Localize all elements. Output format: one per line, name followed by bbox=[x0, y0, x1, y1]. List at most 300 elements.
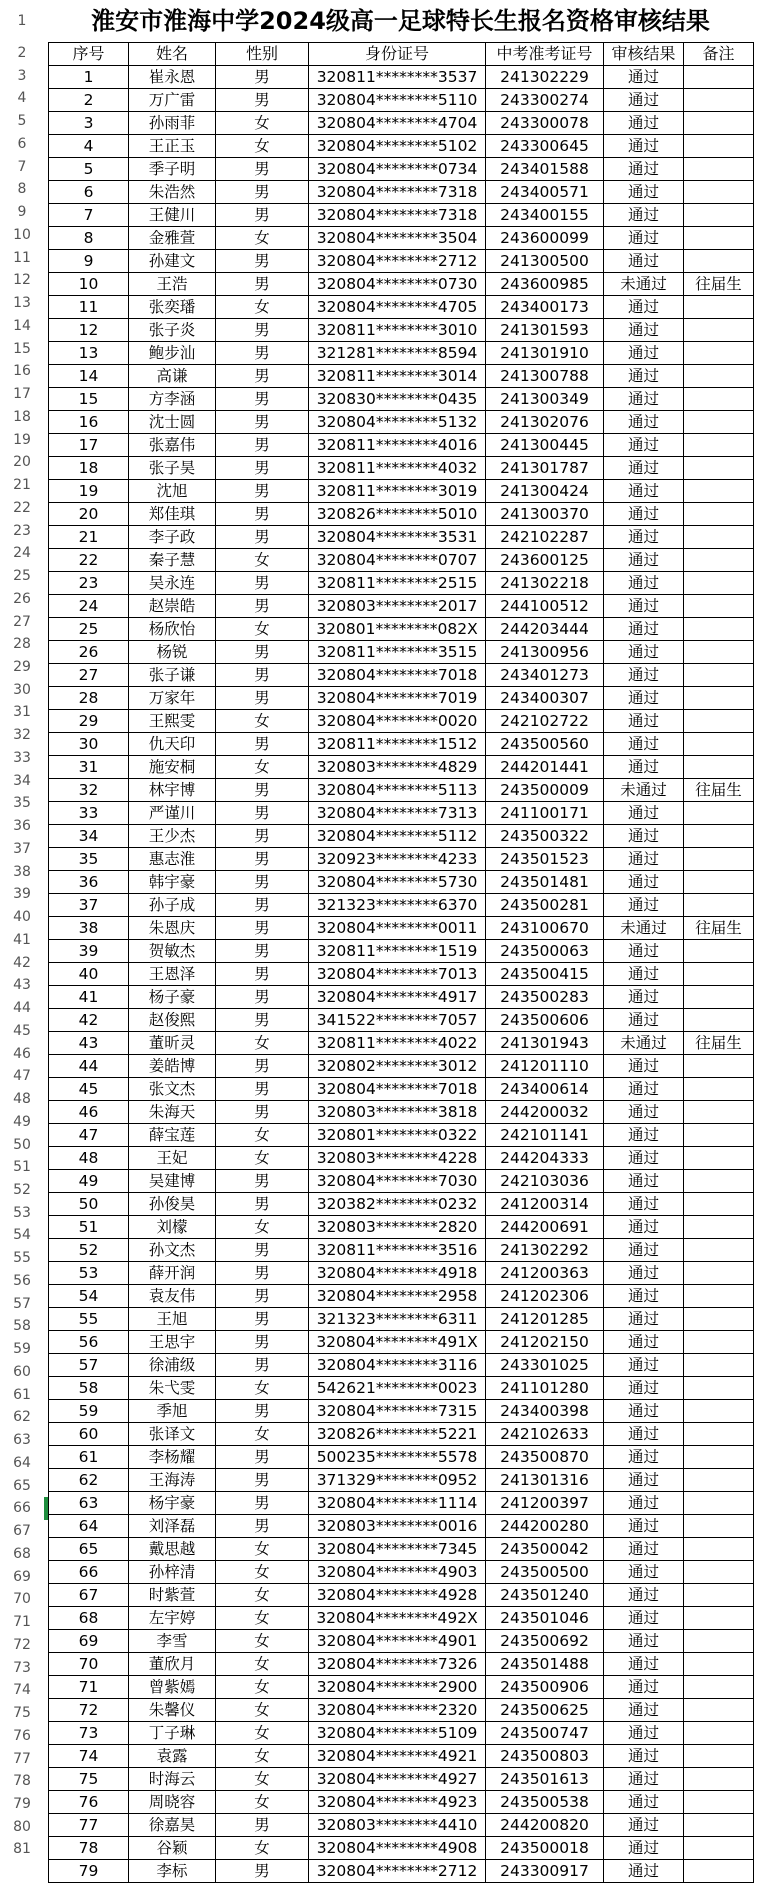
cell-index[interactable]: 38 bbox=[49, 917, 129, 940]
cell-exam-number[interactable]: 243500500 bbox=[486, 1561, 604, 1584]
cell-index[interactable]: 3 bbox=[49, 112, 129, 135]
cell-result[interactable]: 通过 bbox=[604, 342, 684, 365]
cell-remark[interactable] bbox=[684, 1745, 754, 1768]
cell-gender[interactable]: 男 bbox=[216, 894, 309, 917]
cell-gender[interactable]: 男 bbox=[216, 1101, 309, 1124]
cell-index[interactable]: 5 bbox=[49, 158, 129, 181]
cell-exam-number[interactable]: 244200820 bbox=[486, 1814, 604, 1837]
cell-gender[interactable]: 男 bbox=[216, 89, 309, 112]
cell-remark[interactable] bbox=[684, 1446, 754, 1469]
cell-index[interactable]: 46 bbox=[49, 1101, 129, 1124]
cell-result[interactable]: 通过 bbox=[604, 664, 684, 687]
cell-id-number[interactable]: 320811********3010 bbox=[309, 319, 486, 342]
cell-index[interactable]: 42 bbox=[49, 1009, 129, 1032]
cell-gender[interactable]: 男 bbox=[216, 1308, 309, 1331]
row-number[interactable]: 47 bbox=[13, 1068, 31, 1085]
cell-exam-number[interactable]: 241202150 bbox=[486, 1331, 604, 1354]
cell-id-number[interactable]: 320802********3012 bbox=[309, 1055, 486, 1078]
cell-exam-number[interactable]: 243500625 bbox=[486, 1699, 604, 1722]
cell-index[interactable]: 34 bbox=[49, 825, 129, 848]
row-number[interactable]: 14 bbox=[13, 317, 31, 334]
row-number[interactable]: 12 bbox=[13, 272, 31, 289]
cell-result[interactable]: 通过 bbox=[604, 227, 684, 250]
cell-exam-number[interactable]: 243400307 bbox=[486, 687, 604, 710]
cell-name[interactable]: 崔永恩 bbox=[129, 66, 216, 89]
cell-index[interactable]: 18 bbox=[49, 457, 129, 480]
row-number[interactable]: 67 bbox=[13, 1523, 31, 1540]
cell-remark[interactable] bbox=[684, 1561, 754, 1584]
cell-id-number[interactable]: 320803********0016 bbox=[309, 1515, 486, 1538]
cell-gender[interactable]: 男 bbox=[216, 1170, 309, 1193]
cell-index[interactable]: 1 bbox=[49, 66, 129, 89]
cell-exam-number[interactable]: 243300274 bbox=[486, 89, 604, 112]
cell-name[interactable]: 李标 bbox=[129, 1860, 216, 1883]
cell-remark[interactable] bbox=[684, 1101, 754, 1124]
row-number[interactable]: 72 bbox=[13, 1636, 31, 1653]
cell-gender[interactable]: 女 bbox=[216, 618, 309, 641]
cell-gender[interactable]: 女 bbox=[216, 756, 309, 779]
row-number[interactable]: 49 bbox=[13, 1113, 31, 1130]
row-number[interactable]: 56 bbox=[13, 1272, 31, 1289]
cell-gender[interactable]: 男 bbox=[216, 319, 309, 342]
cell-exam-number[interactable]: 241200314 bbox=[486, 1193, 604, 1216]
cell-index[interactable]: 13 bbox=[49, 342, 129, 365]
row-number[interactable]: 81 bbox=[13, 1841, 31, 1858]
row-number[interactable]: 71 bbox=[13, 1614, 31, 1631]
cell-index[interactable]: 77 bbox=[49, 1814, 129, 1837]
cell-name[interactable]: 袁友伟 bbox=[129, 1285, 216, 1308]
cell-name[interactable]: 曾紫嫣 bbox=[129, 1676, 216, 1699]
cell-gender[interactable]: 男 bbox=[216, 1285, 309, 1308]
row-number[interactable]: 17 bbox=[13, 386, 31, 403]
cell-result[interactable]: 通过 bbox=[604, 572, 684, 595]
cell-exam-number[interactable]: 243600985 bbox=[486, 273, 604, 296]
cell-id-number[interactable]: 321323********6311 bbox=[309, 1308, 486, 1331]
cell-exam-number[interactable]: 241300370 bbox=[486, 503, 604, 526]
row-number[interactable]: 15 bbox=[13, 340, 31, 357]
cell-name[interactable]: 王海涛 bbox=[129, 1469, 216, 1492]
cell-name[interactable]: 王恩泽 bbox=[129, 963, 216, 986]
cell-name[interactable]: 姜皓博 bbox=[129, 1055, 216, 1078]
cell-name[interactable]: 王熙雯 bbox=[129, 710, 216, 733]
cell-result[interactable]: 通过 bbox=[604, 595, 684, 618]
row-number[interactable]: 19 bbox=[13, 431, 31, 448]
cell-name[interactable]: 戴思越 bbox=[129, 1538, 216, 1561]
cell-result[interactable]: 通过 bbox=[604, 894, 684, 917]
cell-index[interactable]: 68 bbox=[49, 1607, 129, 1630]
cell-remark[interactable] bbox=[684, 848, 754, 871]
row-number[interactable]: 24 bbox=[13, 545, 31, 562]
cell-remark[interactable] bbox=[684, 756, 754, 779]
cell-gender[interactable]: 男 bbox=[216, 1446, 309, 1469]
cell-gender[interactable]: 男 bbox=[216, 664, 309, 687]
cell-remark[interactable]: 往届生 bbox=[684, 273, 754, 296]
cell-remark[interactable] bbox=[684, 1170, 754, 1193]
cell-id-number[interactable]: 320804********2958 bbox=[309, 1285, 486, 1308]
cell-gender[interactable]: 女 bbox=[216, 1745, 309, 1768]
cell-exam-number[interactable]: 241301787 bbox=[486, 457, 604, 480]
cell-id-number[interactable]: 320804********5110 bbox=[309, 89, 486, 112]
cell-remark[interactable] bbox=[684, 1676, 754, 1699]
cell-index[interactable]: 10 bbox=[49, 273, 129, 296]
cell-id-number[interactable]: 320804********7018 bbox=[309, 1078, 486, 1101]
cell-result[interactable]: 通过 bbox=[604, 940, 684, 963]
row-number[interactable]: 79 bbox=[13, 1795, 31, 1812]
cell-exam-number[interactable]: 243501481 bbox=[486, 871, 604, 894]
cell-result[interactable]: 通过 bbox=[604, 135, 684, 158]
cell-result[interactable]: 通过 bbox=[604, 986, 684, 1009]
cell-exam-number[interactable]: 243500692 bbox=[486, 1630, 604, 1653]
cell-gender[interactable]: 男 bbox=[216, 1354, 309, 1377]
cell-gender[interactable]: 男 bbox=[216, 1262, 309, 1285]
cell-name[interactable]: 吴建博 bbox=[129, 1170, 216, 1193]
cell-remark[interactable] bbox=[684, 1722, 754, 1745]
cell-index[interactable]: 62 bbox=[49, 1469, 129, 1492]
cell-index[interactable]: 35 bbox=[49, 848, 129, 871]
cell-index[interactable]: 28 bbox=[49, 687, 129, 710]
cell-id-number[interactable]: 320804********0020 bbox=[309, 710, 486, 733]
cell-result[interactable]: 通过 bbox=[604, 1009, 684, 1032]
cell-exam-number[interactable]: 241300445 bbox=[486, 434, 604, 457]
cell-result[interactable]: 通过 bbox=[604, 66, 684, 89]
cell-exam-number[interactable]: 243500803 bbox=[486, 1745, 604, 1768]
row-number[interactable]: 18 bbox=[13, 408, 31, 425]
cell-exam-number[interactable]: 243401273 bbox=[486, 664, 604, 687]
cell-index[interactable]: 57 bbox=[49, 1354, 129, 1377]
row-number[interactable]: 16 bbox=[13, 363, 31, 380]
cell-remark[interactable] bbox=[684, 894, 754, 917]
cell-remark[interactable] bbox=[684, 825, 754, 848]
cell-remark[interactable] bbox=[684, 227, 754, 250]
cell-exam-number[interactable]: 243501523 bbox=[486, 848, 604, 871]
cell-name[interactable]: 徐嘉昊 bbox=[129, 1814, 216, 1837]
row-number[interactable]: 65 bbox=[13, 1477, 31, 1494]
row-number[interactable]: 76 bbox=[13, 1727, 31, 1744]
cell-index[interactable]: 51 bbox=[49, 1216, 129, 1239]
cell-exam-number[interactable]: 241300500 bbox=[486, 250, 604, 273]
cell-name[interactable]: 张嘉伟 bbox=[129, 434, 216, 457]
row-number[interactable]: 70 bbox=[13, 1591, 31, 1608]
cell-id-number[interactable]: 320801********082X bbox=[309, 618, 486, 641]
cell-name[interactable]: 朱馨仪 bbox=[129, 1699, 216, 1722]
cell-result[interactable]: 通过 bbox=[604, 963, 684, 986]
cell-name[interactable]: 孙雨菲 bbox=[129, 112, 216, 135]
cell-remark[interactable] bbox=[684, 135, 754, 158]
row-number[interactable]: 42 bbox=[13, 954, 31, 971]
cell-name[interactable]: 刘泽磊 bbox=[129, 1515, 216, 1538]
cell-name[interactable]: 薛宝莲 bbox=[129, 1124, 216, 1147]
cell-remark[interactable] bbox=[684, 618, 754, 641]
cell-exam-number[interactable]: 243100670 bbox=[486, 917, 604, 940]
row-number[interactable]: 77 bbox=[13, 1750, 31, 1767]
cell-index[interactable]: 45 bbox=[49, 1078, 129, 1101]
cell-result[interactable]: 通过 bbox=[604, 434, 684, 457]
row-number[interactable]: 41 bbox=[13, 931, 31, 948]
cell-id-number[interactable]: 320803********2820 bbox=[309, 1216, 486, 1239]
cell-exam-number[interactable]: 244200280 bbox=[486, 1515, 604, 1538]
cell-id-number[interactable]: 320804********5109 bbox=[309, 1722, 486, 1745]
cell-exam-number[interactable]: 243501613 bbox=[486, 1768, 604, 1791]
cell-gender[interactable]: 女 bbox=[216, 1584, 309, 1607]
cell-result[interactable]: 通过 bbox=[604, 1377, 684, 1400]
cell-index[interactable]: 14 bbox=[49, 365, 129, 388]
cell-name[interactable]: 杨欣怡 bbox=[129, 618, 216, 641]
cell-result[interactable]: 通过 bbox=[604, 1239, 684, 1262]
row-number[interactable]: 2 bbox=[17, 45, 27, 61]
cell-gender[interactable]: 男 bbox=[216, 204, 309, 227]
cell-name[interactable]: 孙建文 bbox=[129, 250, 216, 273]
cell-gender[interactable]: 女 bbox=[216, 710, 309, 733]
cell-gender[interactable]: 女 bbox=[216, 1147, 309, 1170]
cell-exam-number[interactable]: 241200363 bbox=[486, 1262, 604, 1285]
cell-remark[interactable] bbox=[684, 1584, 754, 1607]
cell-name[interactable]: 董昕灵 bbox=[129, 1032, 216, 1055]
cell-index[interactable]: 6 bbox=[49, 181, 129, 204]
cell-index[interactable]: 69 bbox=[49, 1630, 129, 1653]
cell-exam-number[interactable]: 241301910 bbox=[486, 342, 604, 365]
cell-index[interactable]: 49 bbox=[49, 1170, 129, 1193]
cell-name[interactable]: 刘檬 bbox=[129, 1216, 216, 1239]
cell-exam-number[interactable]: 243500281 bbox=[486, 894, 604, 917]
cell-gender[interactable]: 男 bbox=[216, 181, 309, 204]
cell-index[interactable]: 59 bbox=[49, 1400, 129, 1423]
cell-exam-number[interactable]: 241300788 bbox=[486, 365, 604, 388]
cell-gender[interactable]: 女 bbox=[216, 296, 309, 319]
cell-name[interactable]: 朱海天 bbox=[129, 1101, 216, 1124]
cell-index[interactable]: 31 bbox=[49, 756, 129, 779]
cell-id-number[interactable]: 320804********5132 bbox=[309, 411, 486, 434]
cell-gender[interactable]: 女 bbox=[216, 1216, 309, 1239]
cell-result[interactable]: 通过 bbox=[604, 756, 684, 779]
cell-id-number[interactable]: 320804********4704 bbox=[309, 112, 486, 135]
cell-id-number[interactable]: 320804********7315 bbox=[309, 1400, 486, 1423]
cell-index[interactable]: 15 bbox=[49, 388, 129, 411]
cell-id-number[interactable]: 320804********0011 bbox=[309, 917, 486, 940]
cell-index[interactable]: 48 bbox=[49, 1147, 129, 1170]
cell-exam-number[interactable]: 241301316 bbox=[486, 1469, 604, 1492]
cell-id-number[interactable]: 320804********491X bbox=[309, 1331, 486, 1354]
cell-remark[interactable] bbox=[684, 871, 754, 894]
cell-name[interactable]: 丁子琳 bbox=[129, 1722, 216, 1745]
cell-result[interactable]: 通过 bbox=[604, 1331, 684, 1354]
row-number[interactable]: 27 bbox=[13, 613, 31, 630]
cell-gender[interactable]: 男 bbox=[216, 940, 309, 963]
cell-remark[interactable] bbox=[684, 181, 754, 204]
cell-id-number[interactable]: 320811********1512 bbox=[309, 733, 486, 756]
cell-remark[interactable] bbox=[684, 1492, 754, 1515]
cell-index[interactable]: 60 bbox=[49, 1423, 129, 1446]
cell-index[interactable]: 61 bbox=[49, 1446, 129, 1469]
row-number[interactable]: 30 bbox=[13, 681, 31, 698]
cell-index[interactable]: 65 bbox=[49, 1538, 129, 1561]
cell-exam-number[interactable]: 244100512 bbox=[486, 595, 604, 618]
cell-remark[interactable] bbox=[684, 940, 754, 963]
cell-gender[interactable]: 男 bbox=[216, 779, 309, 802]
cell-index[interactable]: 52 bbox=[49, 1239, 129, 1262]
cell-remark[interactable] bbox=[684, 112, 754, 135]
cell-name[interactable]: 孙文杰 bbox=[129, 1239, 216, 1262]
cell-name[interactable]: 董欣月 bbox=[129, 1653, 216, 1676]
cell-id-number[interactable]: 320811********4022 bbox=[309, 1032, 486, 1055]
cell-id-number[interactable]: 320803********4228 bbox=[309, 1147, 486, 1170]
cell-remark[interactable] bbox=[684, 250, 754, 273]
cell-result[interactable]: 通过 bbox=[604, 1607, 684, 1630]
header-cell-remark[interactable]: 备注 bbox=[684, 43, 754, 66]
cell-index[interactable]: 37 bbox=[49, 894, 129, 917]
cell-remark[interactable] bbox=[684, 296, 754, 319]
cell-id-number[interactable]: 320804********7318 bbox=[309, 204, 486, 227]
cell-exam-number[interactable]: 243500018 bbox=[486, 1837, 604, 1860]
cell-result[interactable]: 通过 bbox=[604, 618, 684, 641]
row-number[interactable]: 29 bbox=[13, 658, 31, 675]
cell-gender[interactable]: 男 bbox=[216, 848, 309, 871]
cell-index[interactable]: 47 bbox=[49, 1124, 129, 1147]
row-number[interactable]: 4 bbox=[17, 90, 27, 107]
row-number[interactable]: 6 bbox=[17, 135, 27, 152]
cell-index[interactable]: 29 bbox=[49, 710, 129, 733]
cell-index[interactable]: 76 bbox=[49, 1791, 129, 1814]
cell-index[interactable]: 23 bbox=[49, 572, 129, 595]
row-number[interactable]: 50 bbox=[13, 1136, 31, 1153]
cell-remark[interactable] bbox=[684, 1331, 754, 1354]
cell-remark[interactable] bbox=[684, 1147, 754, 1170]
cell-id-number[interactable]: 320804********2320 bbox=[309, 1699, 486, 1722]
row-number[interactable]: 48 bbox=[13, 1091, 31, 1108]
cell-name[interactable]: 朱弋雯 bbox=[129, 1377, 216, 1400]
cell-result[interactable]: 通过 bbox=[604, 503, 684, 526]
cell-name[interactable]: 贺敏杰 bbox=[129, 940, 216, 963]
cell-remark[interactable] bbox=[684, 595, 754, 618]
cell-gender[interactable]: 男 bbox=[216, 802, 309, 825]
row-number[interactable]: 35 bbox=[13, 795, 31, 812]
cell-id-number[interactable]: 320811********3515 bbox=[309, 641, 486, 664]
cell-gender[interactable]: 女 bbox=[216, 1538, 309, 1561]
cell-gender[interactable]: 女 bbox=[216, 1607, 309, 1630]
cell-index[interactable]: 39 bbox=[49, 940, 129, 963]
cell-remark[interactable] bbox=[684, 687, 754, 710]
cell-id-number[interactable]: 320804********0734 bbox=[309, 158, 486, 181]
cell-result[interactable]: 通过 bbox=[604, 687, 684, 710]
cell-id-number[interactable]: 320804********0730 bbox=[309, 273, 486, 296]
cell-index[interactable]: 24 bbox=[49, 595, 129, 618]
cell-index[interactable]: 43 bbox=[49, 1032, 129, 1055]
row-number[interactable]: 13 bbox=[13, 295, 31, 312]
cell-name[interactable]: 朱浩然 bbox=[129, 181, 216, 204]
cell-gender[interactable]: 男 bbox=[216, 250, 309, 273]
cell-result[interactable]: 通过 bbox=[604, 1147, 684, 1170]
row-number[interactable]: 44 bbox=[13, 1000, 31, 1017]
cell-exam-number[interactable]: 243400155 bbox=[486, 204, 604, 227]
cell-remark[interactable] bbox=[684, 664, 754, 687]
cell-exam-number[interactable]: 241201110 bbox=[486, 1055, 604, 1078]
cell-remark[interactable] bbox=[684, 986, 754, 1009]
cell-name[interactable]: 王旭 bbox=[129, 1308, 216, 1331]
cell-exam-number[interactable]: 243600099 bbox=[486, 227, 604, 250]
cell-result[interactable]: 通过 bbox=[604, 1791, 684, 1814]
cell-gender[interactable]: 男 bbox=[216, 1860, 309, 1883]
cell-exam-number[interactable]: 241300424 bbox=[486, 480, 604, 503]
cell-id-number[interactable]: 320804********2900 bbox=[309, 1676, 486, 1699]
cell-name[interactable]: 吴永连 bbox=[129, 572, 216, 595]
cell-id-number[interactable]: 320804********4908 bbox=[309, 1837, 486, 1860]
cell-index[interactable]: 33 bbox=[49, 802, 129, 825]
cell-name[interactable]: 薛开润 bbox=[129, 1262, 216, 1285]
cell-gender[interactable]: 女 bbox=[216, 1561, 309, 1584]
cell-name[interactable]: 季子明 bbox=[129, 158, 216, 181]
cell-result[interactable]: 通过 bbox=[604, 1745, 684, 1768]
cell-result[interactable]: 通过 bbox=[604, 1469, 684, 1492]
row-number[interactable]: 23 bbox=[13, 522, 31, 539]
cell-remark[interactable] bbox=[684, 411, 754, 434]
cell-gender[interactable]: 男 bbox=[216, 1515, 309, 1538]
cell-result[interactable]: 通过 bbox=[604, 1814, 684, 1837]
cell-id-number[interactable]: 320804********3531 bbox=[309, 526, 486, 549]
cell-exam-number[interactable]: 241301943 bbox=[486, 1032, 604, 1055]
cell-gender[interactable]: 男 bbox=[216, 986, 309, 1009]
cell-result[interactable]: 通过 bbox=[604, 526, 684, 549]
cell-gender[interactable]: 女 bbox=[216, 1699, 309, 1722]
cell-exam-number[interactable]: 243301025 bbox=[486, 1354, 604, 1377]
cell-remark[interactable] bbox=[684, 1630, 754, 1653]
cell-gender[interactable]: 男 bbox=[216, 480, 309, 503]
cell-name[interactable]: 王妃 bbox=[129, 1147, 216, 1170]
cell-name[interactable]: 王正玉 bbox=[129, 135, 216, 158]
cell-remark[interactable] bbox=[684, 1377, 754, 1400]
cell-index[interactable]: 9 bbox=[49, 250, 129, 273]
cell-gender[interactable]: 男 bbox=[216, 158, 309, 181]
cell-id-number[interactable]: 320804********7326 bbox=[309, 1653, 486, 1676]
cell-result[interactable]: 通过 bbox=[604, 1101, 684, 1124]
cell-index[interactable]: 66 bbox=[49, 1561, 129, 1584]
cell-exam-number[interactable]: 241202306 bbox=[486, 1285, 604, 1308]
cell-exam-number[interactable]: 243500870 bbox=[486, 1446, 604, 1469]
cell-name[interactable]: 朱恩庆 bbox=[129, 917, 216, 940]
cell-remark[interactable] bbox=[684, 1814, 754, 1837]
header-cell-name[interactable]: 姓名 bbox=[129, 43, 216, 66]
cell-id-number[interactable]: 320804********7313 bbox=[309, 802, 486, 825]
cell-id-number[interactable]: 320804********1114 bbox=[309, 1492, 486, 1515]
cell-name[interactable]: 王浩 bbox=[129, 273, 216, 296]
cell-result[interactable]: 通过 bbox=[604, 1768, 684, 1791]
cell-index[interactable]: 40 bbox=[49, 963, 129, 986]
cell-name[interactable]: 谷颖 bbox=[129, 1837, 216, 1860]
cell-exam-number[interactable]: 242102722 bbox=[486, 710, 604, 733]
row-number[interactable]: 5 bbox=[17, 113, 27, 130]
cell-gender[interactable]: 男 bbox=[216, 871, 309, 894]
cell-result[interactable]: 通过 bbox=[604, 641, 684, 664]
cell-gender[interactable]: 男 bbox=[216, 342, 309, 365]
cell-id-number[interactable]: 320804********4705 bbox=[309, 296, 486, 319]
cell-result[interactable]: 通过 bbox=[604, 710, 684, 733]
cell-name[interactable]: 时海云 bbox=[129, 1768, 216, 1791]
cell-id-number[interactable]: 321323********6370 bbox=[309, 894, 486, 917]
cell-remark[interactable] bbox=[684, 641, 754, 664]
cell-exam-number[interactable]: 243500063 bbox=[486, 940, 604, 963]
cell-result[interactable]: 通过 bbox=[604, 1630, 684, 1653]
row-number[interactable]: 37 bbox=[13, 840, 31, 857]
cell-result[interactable]: 通过 bbox=[604, 1676, 684, 1699]
row-number[interactable]: 22 bbox=[13, 499, 31, 516]
cell-exam-number[interactable]: 243500747 bbox=[486, 1722, 604, 1745]
cell-gender[interactable]: 女 bbox=[216, 1653, 309, 1676]
cell-remark[interactable] bbox=[684, 89, 754, 112]
row-number[interactable]: 51 bbox=[13, 1159, 31, 1176]
cell-remark[interactable] bbox=[684, 1469, 754, 1492]
cell-remark[interactable] bbox=[684, 1607, 754, 1630]
cell-gender[interactable]: 女 bbox=[216, 1722, 309, 1745]
cell-gender[interactable]: 男 bbox=[216, 411, 309, 434]
cell-id-number[interactable]: 320826********5221 bbox=[309, 1423, 486, 1446]
